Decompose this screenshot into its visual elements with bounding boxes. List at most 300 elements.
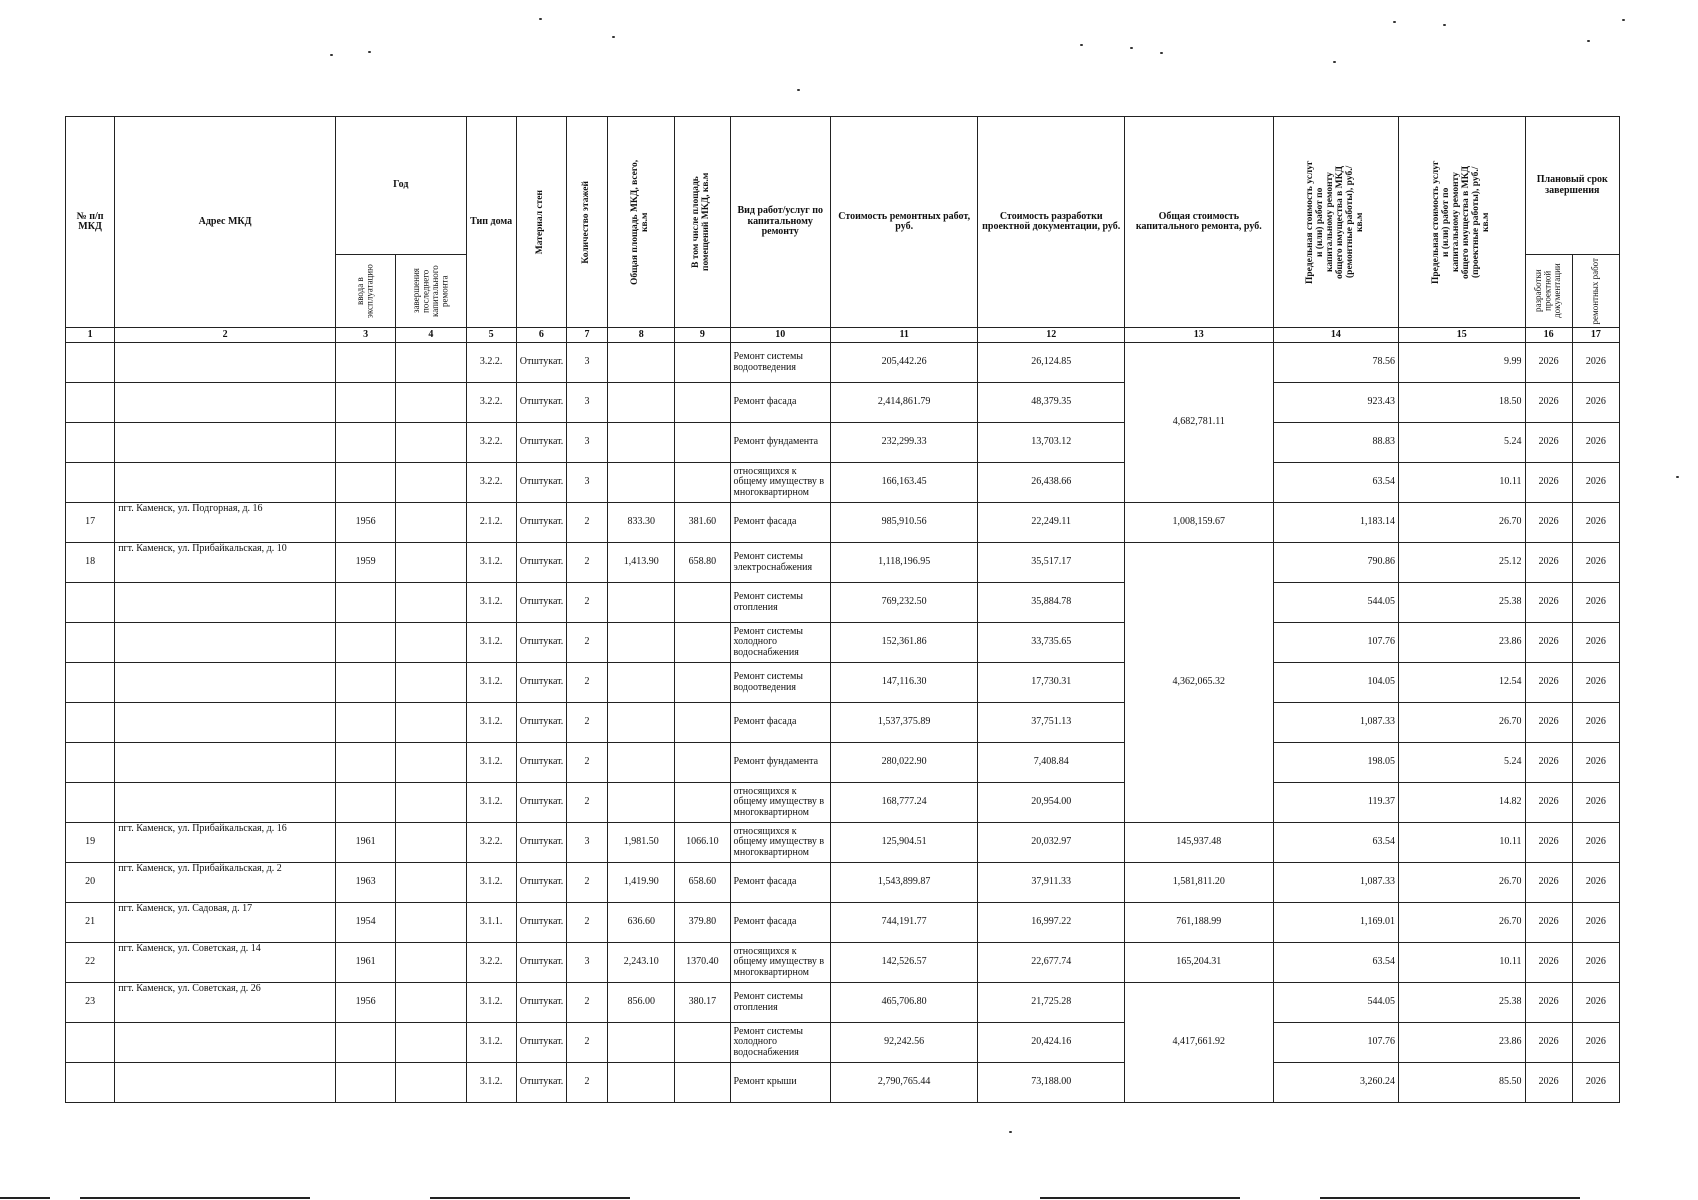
cell-deadline-design: 2026	[1525, 1023, 1572, 1063]
scan-speck	[797, 89, 800, 91]
cell-num	[66, 1063, 115, 1103]
cell-total-cost: 761,188.99	[1125, 903, 1274, 943]
cell-num	[66, 703, 115, 743]
cell-limit-repair: 1,183.14	[1273, 503, 1398, 543]
cell-premises-area	[675, 1063, 730, 1103]
cell-year-last-repair	[396, 703, 466, 743]
col-header-limit-design-text: Предельная стоимость услуг и (или) работ по капитальному ремонту общего имущества в МКД (проектные работы), руб./кв.м	[1430, 160, 1491, 284]
cell-premises-area	[675, 743, 730, 783]
cell-total-area: 636.60	[608, 903, 675, 943]
scan-speck	[1587, 40, 1590, 42]
cell-limit-repair: 198.05	[1273, 743, 1398, 783]
cell-design-cost: 13,703.12	[978, 423, 1125, 463]
cell-premises-area	[675, 463, 730, 503]
cell-year-last-repair	[396, 1023, 466, 1063]
scan-speck	[1443, 24, 1446, 26]
cell-deadline-design: 2026	[1525, 1063, 1572, 1103]
cell-wall-material: Отштукат.	[516, 543, 566, 583]
scan-speck	[1130, 47, 1133, 49]
cell-year-commission	[336, 1063, 396, 1103]
cell-design-cost: 17,730.31	[978, 663, 1125, 703]
cell-total-cost: 1,581,811.20	[1125, 863, 1274, 903]
cell-total-area	[608, 583, 675, 623]
cell-num: 21	[66, 903, 115, 943]
table-row	[66, 783, 1620, 823]
cell-num	[66, 1023, 115, 1063]
cell-deadline-design: 2026	[1525, 903, 1572, 943]
table-row	[66, 343, 1620, 383]
cell-work-type: Ремонт системы водоотведения	[730, 343, 830, 383]
column-number-cell: 4	[396, 328, 466, 343]
cell-premises-area: 658.60	[675, 863, 730, 903]
cell-wall-material: Отштукат.	[516, 503, 566, 543]
cell-deadline-design: 2026	[1525, 983, 1572, 1023]
col-header-premises-area	[675, 117, 730, 328]
cell-work-type: Ремонт фундамента	[730, 423, 830, 463]
cell-floors: 2	[566, 1023, 607, 1063]
cell-address	[115, 703, 336, 743]
cell-design-cost: 26,124.85	[978, 343, 1125, 383]
cell-wall-material: Отштукат.	[516, 703, 566, 743]
cell-deadline-repair: 2026	[1572, 1023, 1619, 1063]
cell-limit-repair: 923.43	[1273, 383, 1398, 423]
scan-speck	[330, 54, 333, 56]
cell-limit-design: 23.86	[1399, 623, 1525, 663]
cell-year-last-repair	[396, 623, 466, 663]
cell-limit-repair: 1,169.01	[1273, 903, 1398, 943]
col-header-house-type: Тип дома	[466, 117, 516, 328]
cell-repair-cost: 280,022.90	[830, 743, 978, 783]
cell-wall-material: Отштукат.	[516, 423, 566, 463]
cell-repair-cost: 985,910.56	[830, 503, 978, 543]
table-row	[66, 943, 1620, 983]
cell-total-area: 856.00	[608, 983, 675, 1023]
cell-total-area: 1,419.90	[608, 863, 675, 903]
cell-deadline-design: 2026	[1525, 383, 1572, 423]
scan-speck	[1622, 19, 1625, 21]
cell-deadline-design: 2026	[1525, 623, 1572, 663]
cell-num	[66, 463, 115, 503]
cell-work-type: Ремонт системы холодного водоснабжения	[730, 1023, 830, 1063]
cell-address	[115, 423, 336, 463]
cell-deadline-repair: 2026	[1572, 703, 1619, 743]
scan-edge-line	[1320, 1197, 1580, 1199]
cell-design-cost: 33,735.65	[978, 623, 1125, 663]
column-number-cell: 13	[1125, 328, 1274, 343]
cell-house-type: 3.1.2.	[466, 1023, 516, 1063]
cell-year-last-repair	[396, 1063, 466, 1103]
column-number-cell: 11	[830, 328, 978, 343]
cell-num: 22	[66, 943, 115, 983]
cell-year-last-repair	[396, 463, 466, 503]
cell-wall-material: Отштукат.	[516, 983, 566, 1023]
cell-wall-material: Отштукат.	[516, 1063, 566, 1103]
cell-house-type: 3.1.2.	[466, 623, 516, 663]
cell-wall-material: Отштукат.	[516, 463, 566, 503]
cell-limit-design: 26.70	[1399, 863, 1525, 903]
cell-floors: 3	[566, 343, 607, 383]
cell-premises-area: 380.17	[675, 983, 730, 1023]
cell-work-type: относящихся к общему имуществу в многоквартирном	[730, 463, 830, 503]
cell-num	[66, 583, 115, 623]
cell-year-last-repair	[396, 663, 466, 703]
cell-limit-design: 14.82	[1399, 783, 1525, 823]
cell-limit-design: 25.38	[1399, 983, 1525, 1023]
cell-deadline-repair: 2026	[1572, 943, 1619, 983]
cell-work-type: Ремонт фасада	[730, 703, 830, 743]
table-row	[66, 1063, 1620, 1103]
col-header-limit-repair-text: Предельная стоимость услуг и (или) работ по капитальному ремонту общего имущества в МКД (ремонтные работы), руб./кв.м	[1304, 160, 1365, 284]
cell-year-last-repair	[396, 823, 466, 863]
column-number-cell: 5	[466, 328, 516, 343]
cell-total-area	[608, 623, 675, 663]
col-header-premises-area-text: В том числе площадь помещений МКД, кв.м	[691, 172, 712, 272]
cell-address: пгт. Каменск, ул. Советская, д. 14	[115, 943, 336, 983]
cell-limit-design: 26.70	[1399, 703, 1525, 743]
cell-repair-cost: 1,537,375.89	[830, 703, 978, 743]
cell-year-commission	[336, 583, 396, 623]
cell-num: 19	[66, 823, 115, 863]
cell-premises-area	[675, 423, 730, 463]
cell-work-type: Ремонт системы холодного водоснабжения	[730, 623, 830, 663]
cell-wall-material: Отштукат.	[516, 863, 566, 903]
cell-house-type: 3.1.1.	[466, 903, 516, 943]
cell-total-area	[608, 343, 675, 383]
header-row-1	[66, 117, 1620, 255]
cell-total-area	[608, 743, 675, 783]
cell-floors: 3	[566, 943, 607, 983]
col-header-year-last-repair	[396, 255, 466, 328]
cell-year-commission	[336, 383, 396, 423]
cell-year-last-repair	[396, 743, 466, 783]
col-header-work-type: Вид работ/услуг по капитальному ремонту	[730, 117, 830, 328]
cell-deadline-design: 2026	[1525, 663, 1572, 703]
scan-speck	[1333, 61, 1336, 63]
col-header-repair-cost: Стоимость ремонтных работ, руб.	[830, 117, 978, 328]
cell-year-last-repair	[396, 983, 466, 1023]
cell-total-area	[608, 783, 675, 823]
cell-repair-cost: 2,790,765.44	[830, 1063, 978, 1103]
table-row	[66, 463, 1620, 503]
cell-repair-cost: 152,361.86	[830, 623, 978, 663]
cell-limit-design: 10.11	[1399, 463, 1525, 503]
cell-limit-repair: 1,087.33	[1273, 863, 1398, 903]
cell-deadline-repair: 2026	[1572, 423, 1619, 463]
cell-repair-cost: 92,242.56	[830, 1023, 978, 1063]
cell-limit-design: 25.12	[1399, 543, 1525, 583]
table-row	[66, 743, 1620, 783]
cell-limit-repair: 790.86	[1273, 543, 1398, 583]
cell-wall-material: Отштукат.	[516, 743, 566, 783]
cell-floors: 2	[566, 543, 607, 583]
cell-address	[115, 583, 336, 623]
cell-repair-cost: 205,442.26	[830, 343, 978, 383]
col-header-year-last-repair-text: завершения последнего капитального ремонта	[411, 265, 450, 317]
cell-repair-cost: 232,299.33	[830, 423, 978, 463]
cell-house-type: 3.2.2.	[466, 343, 516, 383]
cell-deadline-repair: 2026	[1572, 623, 1619, 663]
cell-limit-design: 5.24	[1399, 423, 1525, 463]
cell-floors: 2	[566, 1063, 607, 1103]
scan-edge-line	[430, 1197, 630, 1199]
scan-edge-line	[80, 1197, 310, 1199]
cell-deadline-repair: 2026	[1572, 663, 1619, 703]
column-number-cell: 12	[978, 328, 1125, 343]
cell-deadline-design: 2026	[1525, 943, 1572, 983]
table-row	[66, 543, 1620, 583]
cell-floors: 3	[566, 823, 607, 863]
column-number-cell: 7	[566, 328, 607, 343]
column-number-cell: 8	[608, 328, 675, 343]
cell-year-commission: 1956	[336, 983, 396, 1023]
cell-limit-design: 9.99	[1399, 343, 1525, 383]
cell-floors: 3	[566, 463, 607, 503]
cell-total-area	[608, 383, 675, 423]
cell-repair-cost: 465,706.80	[830, 983, 978, 1023]
cell-num	[66, 383, 115, 423]
cell-wall-material: Отштукат.	[516, 343, 566, 383]
cell-year-last-repair	[396, 543, 466, 583]
column-number-cell: 1	[66, 328, 115, 343]
cell-premises-area	[675, 1023, 730, 1063]
cell-year-commission: 1956	[336, 503, 396, 543]
cell-total-cost: 145,937.48	[1125, 823, 1274, 863]
cell-limit-design: 26.70	[1399, 903, 1525, 943]
cell-limit-repair: 544.05	[1273, 983, 1398, 1023]
cell-address	[115, 343, 336, 383]
cell-address	[115, 743, 336, 783]
cell-year-last-repair	[396, 343, 466, 383]
cell-limit-design: 10.11	[1399, 823, 1525, 863]
cell-house-type: 3.1.2.	[466, 783, 516, 823]
cell-floors: 2	[566, 743, 607, 783]
cell-house-type: 3.1.2.	[466, 703, 516, 743]
cell-total-cost: 1,008,159.67	[1125, 503, 1274, 543]
cell-year-last-repair	[396, 903, 466, 943]
cell-floors: 2	[566, 503, 607, 543]
cell-deadline-design: 2026	[1525, 743, 1572, 783]
col-header-deadline-repair	[1572, 255, 1619, 328]
cell-limit-design: 12.54	[1399, 663, 1525, 703]
cell-limit-repair: 119.37	[1273, 783, 1398, 823]
table-row	[66, 583, 1620, 623]
cell-repair-cost: 168,777.24	[830, 783, 978, 823]
cell-design-cost: 20,954.00	[978, 783, 1125, 823]
cell-limit-repair: 88.83	[1273, 423, 1398, 463]
cell-premises-area: 379.80	[675, 903, 730, 943]
col-header-design-cost: Стоимость разработки проектной документации, руб.	[978, 117, 1125, 328]
cell-work-type: Ремонт фасада	[730, 503, 830, 543]
cell-address	[115, 1023, 336, 1063]
cell-address: пгт. Каменск, ул. Садовая, д. 17	[115, 903, 336, 943]
cell-year-last-repair	[396, 863, 466, 903]
scan-edge-line	[0, 1197, 50, 1199]
cell-work-type: Ремонт крыши	[730, 1063, 830, 1103]
cell-premises-area	[675, 703, 730, 743]
col-header-address: Адрес МКД	[115, 117, 336, 328]
cell-floors: 2	[566, 783, 607, 823]
cell-year-last-repair	[396, 503, 466, 543]
cell-num	[66, 663, 115, 703]
col-header-deadline-repair-text: ремонтных работ	[1590, 257, 1601, 325]
cell-floors: 2	[566, 983, 607, 1023]
cell-year-last-repair	[396, 423, 466, 463]
cell-floors: 2	[566, 663, 607, 703]
cell-address: пгт. Каменск, ул. Подгорная, д. 16	[115, 503, 336, 543]
col-header-total-area	[608, 117, 675, 328]
table-row	[66, 623, 1620, 663]
cell-repair-cost: 1,118,196.95	[830, 543, 978, 583]
cell-total-area	[608, 1063, 675, 1103]
cell-design-cost: 26,438.66	[978, 463, 1125, 503]
cell-address	[115, 783, 336, 823]
cell-year-last-repair	[396, 583, 466, 623]
cell-design-cost: 35,517.17	[978, 543, 1125, 583]
cell-num	[66, 743, 115, 783]
cell-wall-material: Отштукат.	[516, 383, 566, 423]
cell-repair-cost: 147,116.30	[830, 663, 978, 703]
cell-year-commission: 1963	[336, 863, 396, 903]
cell-house-type: 3.2.2.	[466, 383, 516, 423]
cell-total-area	[608, 703, 675, 743]
cell-deadline-design: 2026	[1525, 503, 1572, 543]
cell-limit-design: 18.50	[1399, 383, 1525, 423]
cell-deadline-design: 2026	[1525, 343, 1572, 383]
cell-limit-repair: 78.56	[1273, 343, 1398, 383]
cell-limit-repair: 107.76	[1273, 1023, 1398, 1063]
cell-deadline-repair: 2026	[1572, 383, 1619, 423]
cell-limit-repair: 1,087.33	[1273, 703, 1398, 743]
column-number-cell: 17	[1572, 328, 1619, 343]
cell-total-area: 1,981.50	[608, 823, 675, 863]
cell-year-commission	[336, 463, 396, 503]
cell-total-area	[608, 663, 675, 703]
table-body	[66, 343, 1620, 1103]
cell-design-cost: 22,677.74	[978, 943, 1125, 983]
cell-total-area	[608, 463, 675, 503]
col-header-year: Год	[336, 117, 467, 255]
cell-total-cost: 4,417,661.92	[1125, 983, 1274, 1103]
cell-design-cost: 7,408.84	[978, 743, 1125, 783]
scan-speck	[539, 18, 542, 20]
cell-address: пгт. Каменск, ул. Прибайкальская, д. 10	[115, 543, 336, 583]
table-row	[66, 503, 1620, 543]
cell-work-type: Ремонт системы отопления	[730, 583, 830, 623]
cell-limit-repair: 107.76	[1273, 623, 1398, 663]
table-row	[66, 903, 1620, 943]
cell-repair-cost: 769,232.50	[830, 583, 978, 623]
cell-deadline-repair: 2026	[1572, 503, 1619, 543]
cell-premises-area	[675, 783, 730, 823]
cell-deadline-design: 2026	[1525, 703, 1572, 743]
cell-limit-repair: 3,260.24	[1273, 1063, 1398, 1103]
table-row	[66, 423, 1620, 463]
cell-deadline-design: 2026	[1525, 463, 1572, 503]
column-number-cell: 6	[516, 328, 566, 343]
cell-work-type: Ремонт системы водоотведения	[730, 663, 830, 703]
col-header-deadline: Плановый срок завершения	[1525, 117, 1619, 255]
cell-floors: 3	[566, 383, 607, 423]
col-header-wall-material	[516, 117, 566, 328]
cell-address	[115, 663, 336, 703]
column-number-cell: 9	[675, 328, 730, 343]
cell-year-last-repair	[396, 783, 466, 823]
column-number-row	[66, 328, 1620, 343]
col-header-wall-material-text: Материал стен	[535, 189, 546, 255]
cell-house-type: 3.1.2.	[466, 583, 516, 623]
cell-year-commission	[336, 663, 396, 703]
cell-total-area: 2,243.10	[608, 943, 675, 983]
column-number-cell: 3	[336, 328, 396, 343]
table-row	[66, 703, 1620, 743]
cell-premises-area	[675, 623, 730, 663]
scan-speck	[368, 51, 371, 53]
cell-work-type: относящихся к общему имуществу в многоквартирном	[730, 783, 830, 823]
cell-deadline-design: 2026	[1525, 423, 1572, 463]
cell-total-area: 833.30	[608, 503, 675, 543]
table-row	[66, 823, 1620, 863]
cell-num: 17	[66, 503, 115, 543]
table-row	[66, 383, 1620, 423]
col-header-floors-text: Количество этажей	[581, 180, 591, 264]
cell-premises-area: 381.60	[675, 503, 730, 543]
cell-work-type: Ремонт фундамента	[730, 743, 830, 783]
cell-limit-design: 23.86	[1399, 1023, 1525, 1063]
cell-year-commission	[336, 703, 396, 743]
cell-floors: 2	[566, 863, 607, 903]
cell-work-type: Ремонт системы электроснабжения	[730, 543, 830, 583]
cell-year-commission	[336, 743, 396, 783]
cell-house-type: 3.1.2.	[466, 1063, 516, 1103]
cell-total-area: 1,413.90	[608, 543, 675, 583]
col-header-year-commission	[336, 255, 396, 328]
cell-deadline-repair: 2026	[1572, 1063, 1619, 1103]
cell-wall-material: Отштукат.	[516, 583, 566, 623]
cell-num	[66, 623, 115, 663]
cell-address	[115, 623, 336, 663]
cell-premises-area: 1370.40	[675, 943, 730, 983]
cell-house-type: 3.1.2.	[466, 863, 516, 903]
column-number-cell: 10	[730, 328, 830, 343]
cell-premises-area: 1066.10	[675, 823, 730, 863]
cell-work-type: Ремонт фасада	[730, 383, 830, 423]
cell-repair-cost: 1,543,899.87	[830, 863, 978, 903]
cell-deadline-repair: 2026	[1572, 903, 1619, 943]
cell-deadline-repair: 2026	[1572, 863, 1619, 903]
scan-speck	[612, 36, 615, 38]
cell-deadline-repair: 2026	[1572, 583, 1619, 623]
cell-year-commission	[336, 423, 396, 463]
cell-year-commission	[336, 343, 396, 383]
table-row	[66, 1023, 1620, 1063]
cell-design-cost: 37,911.33	[978, 863, 1125, 903]
repair-program-table	[65, 116, 1620, 1103]
cell-deadline-repair: 2026	[1572, 743, 1619, 783]
cell-house-type: 3.1.2.	[466, 663, 516, 703]
scan-speck	[1393, 21, 1396, 23]
col-header-limit-repair	[1273, 117, 1398, 328]
col-header-total-cost: Общая стоимость капитального ремонта, руб.	[1125, 117, 1274, 328]
cell-deadline-design: 2026	[1525, 783, 1572, 823]
cell-year-commission	[336, 783, 396, 823]
cell-limit-repair: 63.54	[1273, 943, 1398, 983]
scan-speck	[1676, 476, 1679, 478]
cell-repair-cost: 125,904.51	[830, 823, 978, 863]
cell-floors: 3	[566, 423, 607, 463]
cell-limit-design: 10.11	[1399, 943, 1525, 983]
cell-repair-cost: 166,163.45	[830, 463, 978, 503]
cell-house-type: 3.2.2.	[466, 423, 516, 463]
